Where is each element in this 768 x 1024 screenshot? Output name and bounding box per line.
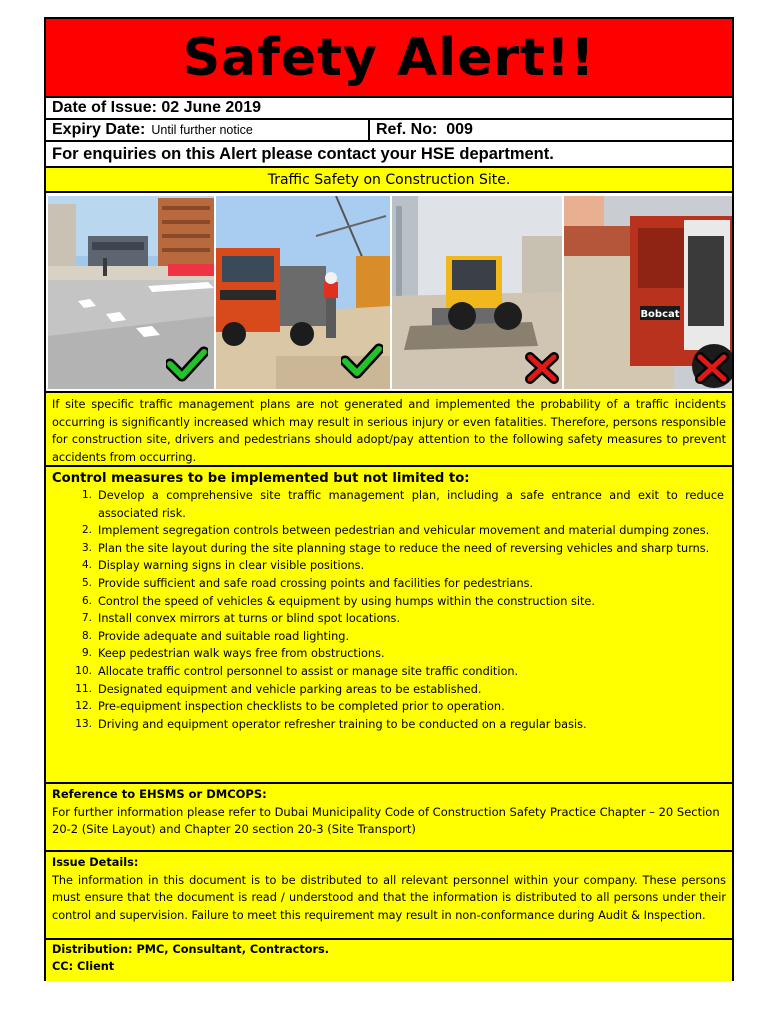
reference-cell bbox=[370, 121, 473, 139]
list-item-text: Driving and equipment operator refresher training to be conducted on a regular basis. bbox=[98, 717, 587, 731]
issue-date-value: 02 June 2019 bbox=[161, 99, 261, 116]
list-item-number: 3. bbox=[81, 541, 92, 554]
list-item-number: 7. bbox=[81, 612, 92, 625]
list-item-number: 13. bbox=[75, 717, 92, 730]
list-item-number: 9. bbox=[81, 647, 92, 660]
list-item bbox=[52, 645, 726, 663]
list-item bbox=[52, 575, 726, 593]
control-measures-section bbox=[46, 467, 732, 784]
list-item-number: 12. bbox=[75, 700, 92, 713]
list-item-number: 8. bbox=[81, 629, 92, 642]
list-item-text: Control the speed of vehicles & equipment by using humps within the construction site. bbox=[98, 594, 595, 608]
list-item bbox=[52, 681, 726, 699]
svg-text:Bobcat: Bobcat bbox=[640, 309, 680, 320]
list-item-number: 10. bbox=[75, 664, 92, 677]
list-item-text: Implement segregation controls between pedestrian and vehicular movement and material dumping zones. bbox=[98, 524, 710, 538]
cross-icon bbox=[694, 351, 730, 385]
reference-text: For further information please refer to Dubai Municipality Code of Construction Safety Practice Chapter – 20 Section 20-2 (Site Layout) and Chapter 20 section 20-3 (Site Transport) bbox=[52, 804, 720, 836]
list-item bbox=[52, 663, 726, 681]
control-measures-heading: Control measures to be implemented but not limited to: bbox=[52, 471, 470, 486]
distribution-line: Distribution: PMC, Consultant, Contractors. bbox=[52, 943, 330, 956]
check-icon bbox=[166, 344, 208, 384]
cc-line: CC: Client bbox=[52, 960, 115, 973]
check-icon bbox=[341, 341, 383, 381]
list-item-number: 4. bbox=[81, 559, 92, 572]
reference-heading: Reference to EHSMS or DMCOPS: bbox=[52, 787, 267, 801]
list-item-text: Keep pedestrian walk ways free from obstructions. bbox=[98, 647, 385, 661]
list-item-text: Provide adequate and suitable road lighting. bbox=[98, 629, 350, 643]
reference-value: 009 bbox=[446, 121, 473, 138]
list-item-number: 6. bbox=[81, 594, 92, 607]
list-item bbox=[52, 716, 726, 734]
list-item bbox=[52, 628, 726, 646]
photo-strip bbox=[46, 193, 732, 393]
reference-label: Ref. No: bbox=[376, 121, 438, 138]
list-item-text: Install convex mirrors at turns or blind spot locations. bbox=[98, 612, 401, 626]
expiry-row bbox=[46, 120, 732, 142]
list-item bbox=[52, 540, 726, 558]
issue-date-label: Date of Issue: bbox=[52, 99, 157, 116]
expiry-label: Expiry Date: bbox=[52, 121, 146, 138]
issue-details-section bbox=[46, 852, 732, 940]
distribution-section bbox=[46, 940, 732, 981]
alert-title: Safety Alert!! bbox=[46, 19, 732, 98]
list-item-text: Pre-equipment inspection checklists to be completed prior to operation. bbox=[98, 700, 505, 714]
list-item-text: Develop a comprehensive site traffic management plan, including a safe entrance and exit to reduce associated risk. bbox=[98, 489, 724, 520]
list-item bbox=[52, 593, 726, 611]
list-item bbox=[52, 522, 726, 540]
reference-section bbox=[46, 784, 732, 852]
safety-alert-document bbox=[44, 17, 734, 981]
list-item bbox=[52, 698, 726, 716]
list-item-text: Provide sufficient and safe road crossing points and facilities for pedestrians. bbox=[98, 576, 534, 590]
expiry-cell bbox=[46, 120, 370, 140]
issue-date-row bbox=[46, 98, 732, 120]
control-measures-list bbox=[52, 487, 726, 733]
intro-paragraph: If site specific traffic management plans are not generated and implemented the probability of a traffic incidents occurring is significantly increased which may result in serious injury or even fatalities. Therefore, persons responsible for construction site, drivers and pedestrians should adopt/pay attention to the following safety measures to prevent accidents from occurring. bbox=[46, 393, 732, 467]
list-item bbox=[52, 487, 726, 522]
list-item-number: 2. bbox=[81, 524, 92, 537]
enquiries-line: For enquiries on this Alert please contact your HSE department. bbox=[46, 142, 732, 168]
topic-title: Traffic Safety on Construction Site. bbox=[46, 168, 732, 193]
issue-details-heading: Issue Details: bbox=[52, 856, 139, 869]
list-item-text: Designated equipment and vehicle parking areas to be established. bbox=[98, 682, 482, 696]
expiry-value: Until further notice bbox=[151, 123, 253, 137]
list-item-text: Plan the site layout during the site planning stage to reduce the need of reversing vehicles and sharp turns. bbox=[98, 541, 710, 555]
list-item-number: 1. bbox=[81, 489, 92, 501]
issue-details-text: The information in this document is to be distributed to all relevant personnel within your company. These persons must ensure that the document is read / understood and that the information is distributed to all persons under their control and supervision. Failure to meet this requirement may result in non-conformance during Audit & Inspection. bbox=[52, 873, 726, 922]
list-item-text: Display warning signs in clear visible positions. bbox=[98, 559, 365, 573]
list-item bbox=[52, 557, 726, 575]
cross-icon bbox=[524, 351, 560, 385]
list-item bbox=[52, 610, 726, 628]
list-item-number: 5. bbox=[81, 576, 92, 589]
list-item-text: Allocate traffic control personnel to assist or manage site traffic condition. bbox=[98, 664, 519, 678]
list-item-number: 11. bbox=[75, 682, 92, 695]
